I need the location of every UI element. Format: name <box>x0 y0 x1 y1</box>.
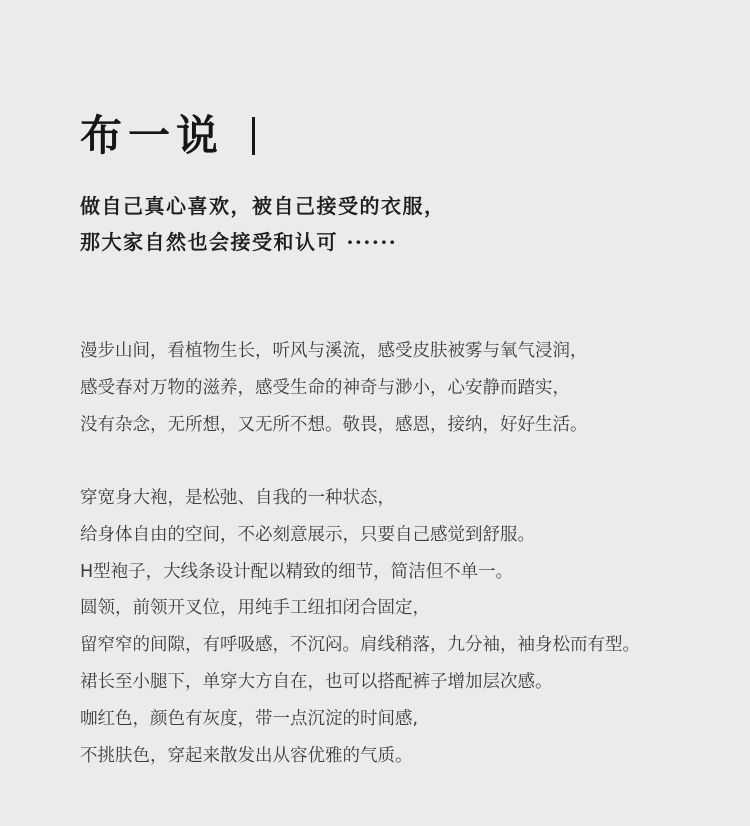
paragraph-line: 不挑肤色，穿起来散发出从容优雅的气质。 <box>80 745 413 766</box>
paragraph-1 <box>80 333 588 443</box>
paragraph-line: 穿宽身大袍，是松弛、自我的一种状态， <box>80 488 395 508</box>
paragraph-2 <box>80 480 640 774</box>
title-divider-bar <box>252 117 255 155</box>
paragraph-line: 留窄窄的间隙，有呼吸感，不沉闷。肩线稍落，九分袖，袖身松而有型。 <box>80 635 640 656</box>
tagline <box>80 188 446 260</box>
paragraph-line: 给身体自由的空间，不必刻意展示，只要自己感觉到舒服。 <box>80 524 535 545</box>
page-title: 布一说 <box>80 111 225 160</box>
paragraph-line: 咖红色，颜色有灰度，带一点沉淀的时间感, <box>80 708 419 729</box>
paragraph-line: 裙长至小腿下，单穿大方自在，也可以搭配裤子增加层次感。 <box>80 671 553 692</box>
paragraph-line: 圆领，前领开叉位，用纯手工纽扣闭合固定， <box>80 598 430 619</box>
paragraph-line: 感受春对万物的滋养，感受生命的神奇与渺小，心安静而踏实， <box>80 377 570 398</box>
paragraph-line: 漫步山间，看植物生长，听风与溪流，感受皮肤被雾与氧气浸润， <box>80 341 588 361</box>
heading <box>80 112 255 160</box>
tagline-line: 那大家自然也会接受和认可 ······ <box>80 230 398 254</box>
paragraph-line: H型袍子，大线条设计配以精致的细节，简洁但不单一。 <box>80 561 514 582</box>
paragraph-line: 没有杂念，无所想，又无所不想。敬畏，感恩，接纳，好好生活。 <box>80 414 588 435</box>
tagline-line: 做自己真心喜欢，被自己接受的衣服， <box>80 194 446 218</box>
